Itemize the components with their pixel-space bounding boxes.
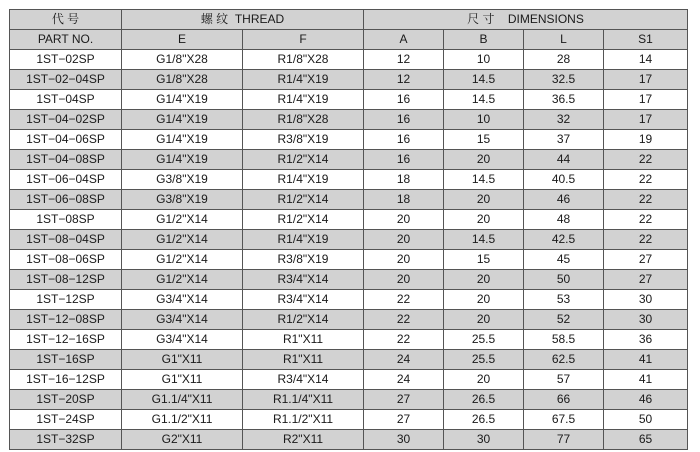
cell-thread-e: G1/4"X19 bbox=[122, 130, 243, 150]
cell-thread-f: R1/2"X14 bbox=[243, 150, 364, 170]
header-dims-en: DIMENSIONS bbox=[507, 12, 584, 26]
cell-thread-f: R3/8"X19 bbox=[243, 130, 364, 150]
cell-dim-s1: 17 bbox=[604, 110, 688, 130]
table-row bbox=[10, 270, 688, 290]
cell-dim-s1: 22 bbox=[604, 210, 688, 230]
cell-part-no: 1ST−08−12SP bbox=[10, 270, 122, 290]
cell-part-no: 1ST−08−04SP bbox=[10, 230, 122, 250]
cell-dim-s1: 22 bbox=[604, 190, 688, 210]
header-col-e: E bbox=[122, 30, 243, 50]
cell-dim-l: 45 bbox=[524, 250, 604, 270]
cell-dim-a: 20 bbox=[364, 250, 444, 270]
cell-dim-l: 53 bbox=[524, 290, 604, 310]
cell-dim-a: 30 bbox=[364, 430, 444, 450]
cell-part-no: 1ST−04−08SP bbox=[10, 150, 122, 170]
dimensions-table bbox=[9, 9, 688, 450]
cell-dim-b: 26.5 bbox=[444, 410, 524, 430]
cell-thread-f: R1"X11 bbox=[243, 330, 364, 350]
cell-part-no: 1ST−20SP bbox=[10, 390, 122, 410]
cell-thread-f: R1/8"X28 bbox=[243, 50, 364, 70]
cell-dim-a: 16 bbox=[364, 150, 444, 170]
cell-dim-b: 14.5 bbox=[444, 170, 524, 190]
cell-dim-s1: 22 bbox=[604, 230, 688, 250]
cell-dim-l: 32.5 bbox=[524, 70, 604, 90]
header-row-bottom bbox=[10, 30, 688, 50]
header-part-no: PART NO. bbox=[10, 30, 122, 50]
cell-dim-a: 16 bbox=[364, 130, 444, 150]
header-col-s1: S1 bbox=[604, 30, 688, 50]
cell-part-no: 1ST−02SP bbox=[10, 50, 122, 70]
cell-thread-f: R1/4"X19 bbox=[243, 170, 364, 190]
table-row bbox=[10, 290, 688, 310]
table-row bbox=[10, 410, 688, 430]
cell-dim-l: 36.5 bbox=[524, 90, 604, 110]
cell-dim-b: 10 bbox=[444, 50, 524, 70]
cell-dim-a: 18 bbox=[364, 170, 444, 190]
cell-dim-s1: 65 bbox=[604, 430, 688, 450]
table-row bbox=[10, 170, 688, 190]
cell-dim-l: 57 bbox=[524, 370, 604, 390]
table-body bbox=[10, 50, 688, 450]
cell-dim-b: 25.5 bbox=[444, 350, 524, 370]
spec-table-container bbox=[9, 9, 688, 450]
table-row bbox=[10, 210, 688, 230]
cell-dim-l: 42.5 bbox=[524, 230, 604, 250]
table-row bbox=[10, 310, 688, 330]
cell-thread-f: R3/4"X14 bbox=[243, 270, 364, 290]
cell-thread-f: R1/4"X19 bbox=[243, 70, 364, 90]
header-code-cn: 代 号 bbox=[10, 10, 122, 30]
cell-thread-e: G3/8"X19 bbox=[122, 170, 243, 190]
cell-dim-a: 27 bbox=[364, 410, 444, 430]
cell-dim-s1: 22 bbox=[604, 170, 688, 190]
cell-thread-e: G1/4"X19 bbox=[122, 90, 243, 110]
cell-dim-s1: 46 bbox=[604, 390, 688, 410]
cell-part-no: 1ST−06−08SP bbox=[10, 190, 122, 210]
cell-part-no: 1ST−06−04SP bbox=[10, 170, 122, 190]
cell-dim-s1: 19 bbox=[604, 130, 688, 150]
cell-dim-l: 67.5 bbox=[524, 410, 604, 430]
cell-dim-s1: 30 bbox=[604, 310, 688, 330]
table-row bbox=[10, 370, 688, 390]
cell-dim-s1: 14 bbox=[604, 50, 688, 70]
cell-dim-b: 20 bbox=[444, 290, 524, 310]
cell-thread-f: R3/8"X19 bbox=[243, 250, 364, 270]
cell-dim-a: 24 bbox=[364, 350, 444, 370]
cell-dim-a: 20 bbox=[364, 230, 444, 250]
cell-dim-l: 52 bbox=[524, 310, 604, 330]
cell-thread-e: G3/4"X14 bbox=[122, 290, 243, 310]
table-row bbox=[10, 390, 688, 410]
cell-dim-b: 20 bbox=[444, 370, 524, 390]
cell-thread-e: G1.1/4"X11 bbox=[122, 390, 243, 410]
cell-dim-b: 26.5 bbox=[444, 390, 524, 410]
header-row-top bbox=[10, 10, 688, 30]
cell-dim-b: 20 bbox=[444, 190, 524, 210]
cell-thread-e: G3/4"X14 bbox=[122, 330, 243, 350]
cell-thread-e: G1/2"X14 bbox=[122, 250, 243, 270]
cell-thread-e: G1"X11 bbox=[122, 350, 243, 370]
cell-thread-f: R1.1/4"X11 bbox=[243, 390, 364, 410]
cell-thread-e: G1/4"X19 bbox=[122, 110, 243, 130]
cell-thread-e: G1/2"X14 bbox=[122, 270, 243, 290]
cell-dim-l: 50 bbox=[524, 270, 604, 290]
cell-thread-e: G1/8"X28 bbox=[122, 50, 243, 70]
cell-dim-s1: 17 bbox=[604, 90, 688, 110]
cell-part-no: 1ST−04SP bbox=[10, 90, 122, 110]
cell-thread-f: R3/4"X14 bbox=[243, 370, 364, 390]
cell-part-no: 1ST−04−02SP bbox=[10, 110, 122, 130]
cell-thread-e: G2"X11 bbox=[122, 430, 243, 450]
cell-part-no: 1ST−32SP bbox=[10, 430, 122, 450]
cell-part-no: 1ST−12−16SP bbox=[10, 330, 122, 350]
table-row bbox=[10, 350, 688, 370]
cell-dim-b: 20 bbox=[444, 210, 524, 230]
cell-dim-a: 16 bbox=[364, 110, 444, 130]
cell-dim-s1: 41 bbox=[604, 350, 688, 370]
cell-part-no: 1ST−12−08SP bbox=[10, 310, 122, 330]
table-row bbox=[10, 330, 688, 350]
cell-dim-a: 18 bbox=[364, 190, 444, 210]
cell-dim-b: 20 bbox=[444, 150, 524, 170]
cell-dim-l: 28 bbox=[524, 50, 604, 70]
cell-thread-e: G1/2"X14 bbox=[122, 210, 243, 230]
cell-dim-s1: 17 bbox=[604, 70, 688, 90]
cell-thread-e: G3/4"X14 bbox=[122, 310, 243, 330]
cell-thread-f: R1"X11 bbox=[243, 350, 364, 370]
cell-part-no: 1ST−16SP bbox=[10, 350, 122, 370]
header-dims-cn: 尺 寸 bbox=[467, 12, 495, 26]
header-thread bbox=[122, 10, 364, 30]
cell-dim-s1: 30 bbox=[604, 290, 688, 310]
cell-dim-l: 62.5 bbox=[524, 350, 604, 370]
cell-dim-s1: 36 bbox=[604, 330, 688, 350]
cell-dim-a: 12 bbox=[364, 50, 444, 70]
cell-part-no: 1ST−12SP bbox=[10, 290, 122, 310]
cell-dim-b: 14.5 bbox=[444, 90, 524, 110]
cell-part-no: 1ST−08−06SP bbox=[10, 250, 122, 270]
cell-dim-b: 20 bbox=[444, 270, 524, 290]
table-header bbox=[10, 10, 688, 50]
table-row bbox=[10, 110, 688, 130]
cell-thread-e: G1"X11 bbox=[122, 370, 243, 390]
cell-dim-b: 20 bbox=[444, 310, 524, 330]
cell-thread-e: G1/2"X14 bbox=[122, 230, 243, 250]
table-row bbox=[10, 70, 688, 90]
cell-dim-b: 14.5 bbox=[444, 70, 524, 90]
cell-dim-s1: 27 bbox=[604, 250, 688, 270]
cell-thread-f: R2"X11 bbox=[243, 430, 364, 450]
cell-dim-a: 16 bbox=[364, 90, 444, 110]
header-col-l: L bbox=[524, 30, 604, 50]
cell-dim-a: 12 bbox=[364, 70, 444, 90]
cell-dim-b: 15 bbox=[444, 130, 524, 150]
header-col-f: F bbox=[243, 30, 364, 50]
cell-dim-l: 40.5 bbox=[524, 170, 604, 190]
cell-dim-l: 37 bbox=[524, 130, 604, 150]
cell-dim-l: 66 bbox=[524, 390, 604, 410]
cell-dim-s1: 22 bbox=[604, 150, 688, 170]
table-row bbox=[10, 150, 688, 170]
header-col-a: A bbox=[364, 30, 444, 50]
cell-part-no: 1ST−24SP bbox=[10, 410, 122, 430]
cell-part-no: 1ST−04−06SP bbox=[10, 130, 122, 150]
header-thread-cn: 螺 纹 bbox=[200, 12, 229, 26]
cell-dim-b: 10 bbox=[444, 110, 524, 130]
table-row bbox=[10, 90, 688, 110]
cell-dim-s1: 50 bbox=[604, 410, 688, 430]
table-row bbox=[10, 50, 688, 70]
cell-dim-b: 25.5 bbox=[444, 330, 524, 350]
cell-thread-f: R1/8"X28 bbox=[243, 110, 364, 130]
cell-thread-f: R1/4"X19 bbox=[243, 230, 364, 250]
cell-dim-a: 22 bbox=[364, 330, 444, 350]
cell-thread-e: G1/8"X28 bbox=[122, 70, 243, 90]
cell-dim-a: 22 bbox=[364, 310, 444, 330]
cell-thread-e: G1/4"X19 bbox=[122, 150, 243, 170]
cell-part-no: 1ST−08SP bbox=[10, 210, 122, 230]
cell-dim-a: 24 bbox=[364, 370, 444, 390]
cell-dim-l: 46 bbox=[524, 190, 604, 210]
cell-dim-b: 14.5 bbox=[444, 230, 524, 250]
cell-dim-l: 44 bbox=[524, 150, 604, 170]
cell-thread-f: R1.1/2"X11 bbox=[243, 410, 364, 430]
cell-dim-s1: 27 bbox=[604, 270, 688, 290]
cell-dim-a: 22 bbox=[364, 290, 444, 310]
table-row bbox=[10, 250, 688, 270]
table-row bbox=[10, 430, 688, 450]
cell-dim-l: 48 bbox=[524, 210, 604, 230]
table-row bbox=[10, 130, 688, 150]
cell-thread-e: G1.1/2"X11 bbox=[122, 410, 243, 430]
cell-dim-l: 77 bbox=[524, 430, 604, 450]
table-row bbox=[10, 230, 688, 250]
cell-dim-b: 15 bbox=[444, 250, 524, 270]
cell-thread-f: R3/4"X14 bbox=[243, 290, 364, 310]
cell-dim-a: 27 bbox=[364, 390, 444, 410]
cell-dim-b: 30 bbox=[444, 430, 524, 450]
cell-thread-f: R1/2"X14 bbox=[243, 310, 364, 330]
cell-dim-a: 20 bbox=[364, 210, 444, 230]
cell-thread-f: R1/2"X14 bbox=[243, 190, 364, 210]
cell-part-no: 1ST−02−04SP bbox=[10, 70, 122, 90]
header-col-b: B bbox=[444, 30, 524, 50]
table-row bbox=[10, 190, 688, 210]
cell-dim-l: 58.5 bbox=[524, 330, 604, 350]
cell-dim-a: 20 bbox=[364, 270, 444, 290]
header-dimensions bbox=[364, 10, 688, 30]
header-thread-en: THREAD bbox=[234, 12, 285, 26]
cell-thread-f: R1/4"X19 bbox=[243, 90, 364, 110]
cell-thread-e: G3/8"X19 bbox=[122, 190, 243, 210]
cell-dim-s1: 41 bbox=[604, 370, 688, 390]
cell-dim-l: 32 bbox=[524, 110, 604, 130]
cell-part-no: 1ST−16−12SP bbox=[10, 370, 122, 390]
cell-thread-f: R1/2"X14 bbox=[243, 210, 364, 230]
